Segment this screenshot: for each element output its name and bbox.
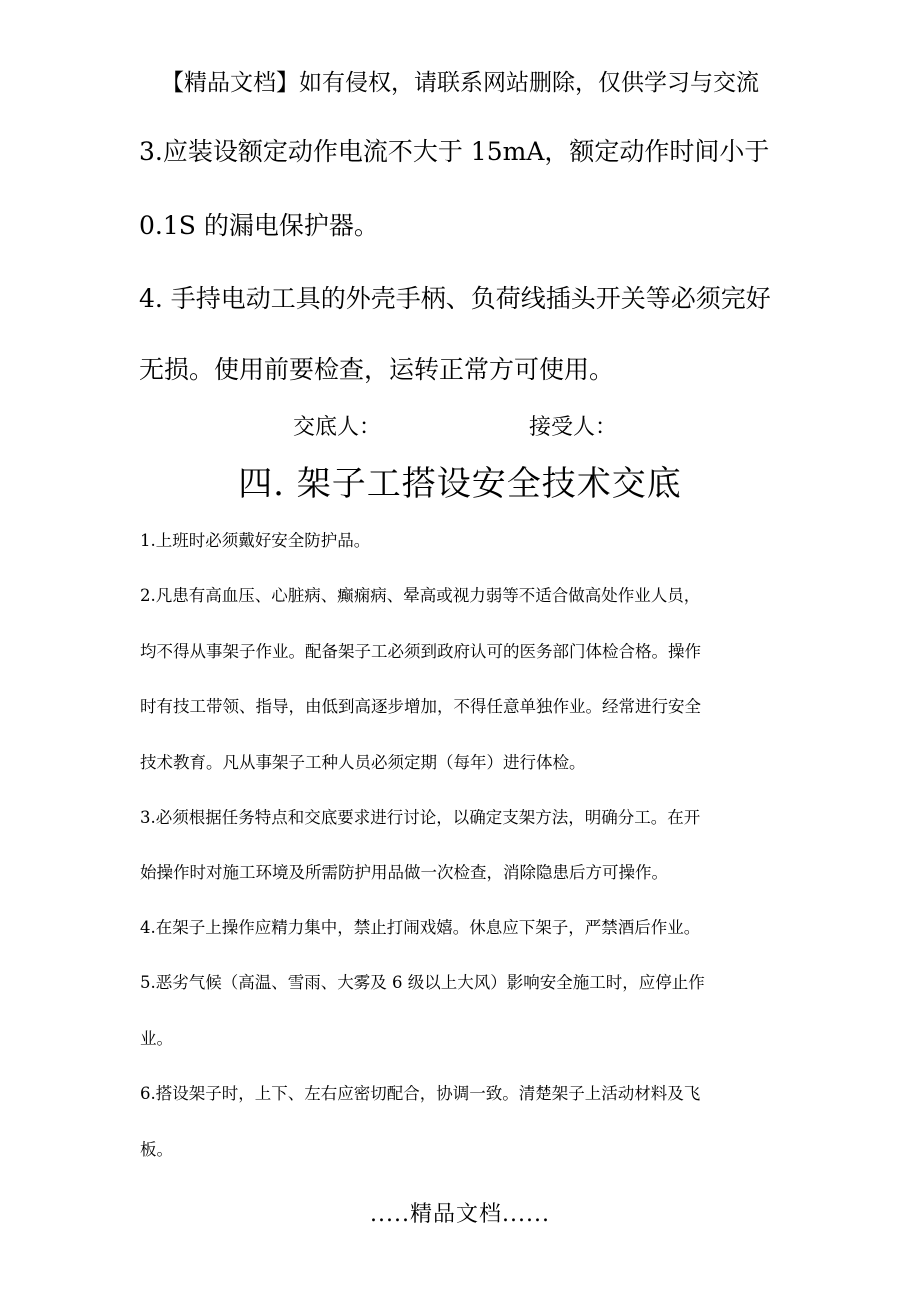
body-line: 始操作时对施工环境及所需防护用品做一次检查，消除隐患后方可操作。 (140, 863, 668, 882)
body-line: 2.凡患有高血压、心脏病、癫痫病、晕高或视力弱等不适合做高处作业人员， (140, 586, 701, 605)
page-header: 【精品文档】如有侵权，请联系网站删除，仅供学习与交流 (161, 70, 759, 96)
paragraph-line: 0.1S 的漏电保护器。 (139, 211, 379, 240)
body-line: 业。 (140, 1029, 173, 1048)
body-line: 4.在架子上操作应精力集中，禁止打闹戏嬉。休息应下架子，严禁酒后作业。 (140, 918, 701, 937)
body-line: 均不得从事架子作业。配备架子工必须到政府认可的医务部门体检合格。操作 (140, 642, 701, 661)
paragraph-line: 4. 手持电动工具的外壳手柄、负荷线插头开关等必须完好 (139, 284, 771, 313)
section-title: 四. 架子工搭设安全技术交底 (238, 464, 682, 504)
body-line: 时有技工带领、指导，由低到高逐步增加，不得任意单独作业。经常进行安全 (140, 697, 701, 716)
body-line: 6.搭设架子时，上下、左右应密切配合，协调一致。清楚架子上活动材料及飞 (140, 1084, 701, 1103)
body-line: 技术教育。凡从事架子工种人员必须定期（每年）进行体检。 (140, 753, 586, 772)
paragraph-line: 无损。使用前要检查，运转正常方可使用。 (139, 355, 615, 384)
body-line: 3.必须根据任务特点和交底要求进行讨论，以确定支架方法，明确分工。在开 (140, 808, 701, 827)
body-line: 1.上班时必须戴好安全防护品。 (140, 531, 371, 550)
receiver-label: 接受人： (529, 415, 618, 440)
body-line: 板。 (140, 1140, 173, 1159)
deliverer-label: 交底人： (293, 415, 382, 440)
paragraph-line: 3.应装设额定动作电流不大于 15mA，额定动作时间小于 (139, 137, 770, 166)
page-footer: .....精品文档...... (370, 1202, 550, 1227)
body-line: 5.恶劣气候（高温、雪雨、大雾及 6 级以上大风）影响安全施工时，应停止作 (140, 973, 705, 992)
